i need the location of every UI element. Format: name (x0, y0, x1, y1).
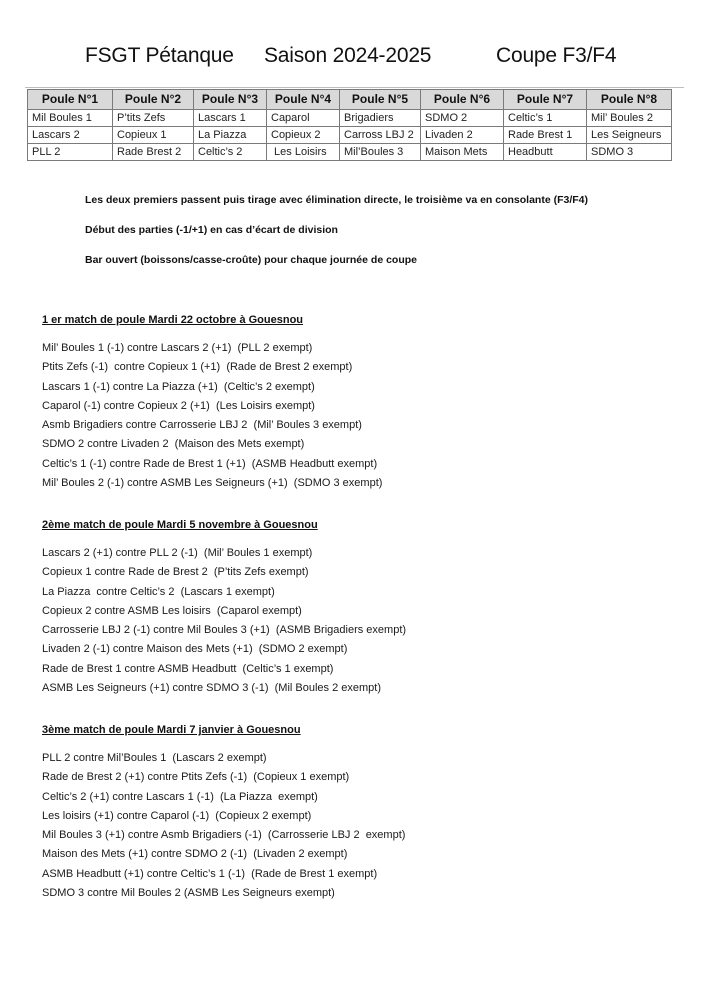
match-line: SDMO 3 contre Mil Boules 2 (ASMB Les Seigneurs exempt) (42, 887, 335, 900)
title-divider (25, 87, 684, 88)
table-cell: Livaden 2 (421, 127, 504, 144)
title-cup: Coupe F3/F4 (496, 44, 617, 67)
title-season: Saison 2024-2025 (264, 44, 432, 67)
table-cell: Mil’ Boules 2 (587, 110, 672, 127)
table-cell: SDMO 3 (587, 144, 672, 161)
round-title: 1 er match de poule Mardi 22 octobre à Gouesnou (42, 314, 304, 326)
table-row (28, 110, 672, 127)
column-header: Poule N°8 (587, 90, 672, 110)
round-title: 2ème match de poule Mardi 5 novembre à Gouesnou (42, 519, 318, 531)
match-line: Copieux 1 contre Rade de Brest 2 (P’tits Zefs exempt) (42, 566, 309, 579)
rule-text: Bar ouvert (boissons/casse-croûte) pour chaque journée de coupe (85, 254, 417, 266)
match-line: Mil’ Boules 1 (-1) contre Lascars 2 (+1) (PLL 2 exempt) (42, 342, 313, 354)
table-cell: La Piazza (194, 127, 267, 144)
table-cell: Lascars 1 (194, 110, 267, 127)
match-line: Caparol (-1) contre Copieux 2 (+1) (Les Loisirs exempt) (42, 399, 315, 412)
table-cell: Celtic’s 1 (504, 110, 587, 127)
match-line: SDMO 2 contre Livaden 2 (Maison des Mets exempt) (42, 438, 305, 451)
poules-table (27, 89, 672, 161)
match-line: ASMB Headbutt (+1) contre Celtic’s 1 (-1) (Rade de Brest 1 exempt) (42, 867, 378, 880)
table-cell: Headbutt (504, 144, 587, 161)
table-cell: Les Seigneurs (587, 127, 672, 144)
column-header: Poule N°3 (194, 90, 267, 110)
match-line: Les loisirs (+1) contre Caparol (-1) (Copieux 2 exempt) (42, 809, 312, 822)
column-header: Poule N°1 (28, 90, 113, 110)
match-line: Ptits Zefs (-1) contre Copieux 1 (+1) (Rade de Brest 2 exempt) (42, 361, 353, 374)
table-cell: Rade Brest 1 (504, 127, 587, 144)
match-line: Copieux 2 contre ASMB Les loisirs (Caparol exempt) (42, 604, 302, 617)
match-line: Maison des Mets (+1) contre SDMO 2 (-1) (Livaden 2 exempt) (42, 848, 348, 861)
table-cell: Lascars 2 (28, 127, 113, 144)
rule-text: Les deux premiers passent puis tirage avec élimination directe, le troisième va en consolante (F3/F4) (85, 194, 589, 206)
match-line: PLL 2 contre Mil’Boules 1 (Lascars 2 exempt) (42, 752, 267, 764)
table-cell: Copieux 1 (113, 127, 194, 144)
match-line: Lascars 1 (-1) contre La Piazza (+1) (Celtic’s 2 exempt) (42, 380, 315, 393)
table-cell: Les Loisirs (267, 144, 340, 161)
table-cell: SDMO 2 (421, 110, 504, 127)
match-line: La Piazza contre Celtic’s 2 (Lascars 1 exempt) (42, 585, 275, 598)
table-cell: P’tits Zefs (113, 110, 194, 127)
table-cell: PLL 2 (28, 144, 113, 161)
table-cell: Mil’Boules 3 (340, 144, 421, 161)
table-cell: Mil Boules 1 (28, 110, 113, 127)
table-cell: Caparol (267, 110, 340, 127)
match-line: ASMB Les Seigneurs (+1) contre SDMO 3 (-1) (Mil Boules 2 exempt) (42, 682, 381, 695)
table-cell: Maison Mets (421, 144, 504, 161)
match-line: Asmb Brigadiers contre Carrosserie LBJ 2 (Mil’ Boules 3 exempt) (42, 419, 362, 432)
table-cell: Brigadiers (340, 110, 421, 127)
column-header: Poule N°2 (113, 90, 194, 110)
match-line: Celtic’s 2 (+1) contre Lascars 1 (-1) (La Piazza exempt) (42, 790, 318, 803)
column-header: Poule N°5 (340, 90, 421, 110)
match-line: Carrosserie LBJ 2 (-1) contre Mil Boules 3 (+1) (ASMB Brigadiers exempt) (42, 624, 407, 637)
round-2-section (42, 518, 406, 698)
table-row (28, 127, 672, 144)
round-3-section (42, 723, 405, 903)
match-line: Lascars 2 (+1) contre PLL 2 (-1) (Mil’ Boules 1 exempt) (42, 547, 313, 559)
table-cell: Copieux 2 (267, 127, 340, 144)
column-header: Poule N°4 (267, 90, 340, 110)
rule-text: Début des parties (-1/+1) en cas d’écart de division (85, 224, 338, 236)
column-header: Poule N°7 (504, 90, 587, 110)
match-line: Mil Boules 3 (+1) contre Asmb Brigadiers (-1) (Carrosserie LBJ 2 exempt) (42, 829, 406, 842)
match-line: Mil’ Boules 2 (-1) contre ASMB Les Seigneurs (+1) (SDMO 3 exempt) (42, 477, 383, 490)
table-header-row (28, 90, 672, 110)
table-cell: Carross LBJ 2 (340, 127, 421, 144)
round-1-section (42, 313, 382, 493)
column-header: Poule N°6 (421, 90, 504, 110)
title-org: FSGT Pétanque (85, 44, 234, 67)
table-cell: Rade Brest 2 (113, 144, 194, 161)
match-line: Celtic’s 1 (-1) contre Rade de Brest 1 (+1) (ASMB Headbutt exempt) (42, 457, 378, 470)
round-title: 3ème match de poule Mardi 7 janvier à Gouesnou (42, 724, 301, 736)
match-line: Rade de Brest 2 (+1) contre Ptits Zefs (-1) (Copieux 1 exempt) (42, 771, 350, 784)
table-row (28, 144, 672, 161)
rules-block (85, 193, 588, 283)
table-cell: Celtic’s 2 (194, 144, 267, 161)
match-line: Rade de Brest 1 contre ASMB Headbutt (Celtic’s 1 exempt) (42, 662, 334, 675)
match-line: Livaden 2 (-1) contre Maison des Mets (+1) (SDMO 2 exempt) (42, 643, 348, 656)
